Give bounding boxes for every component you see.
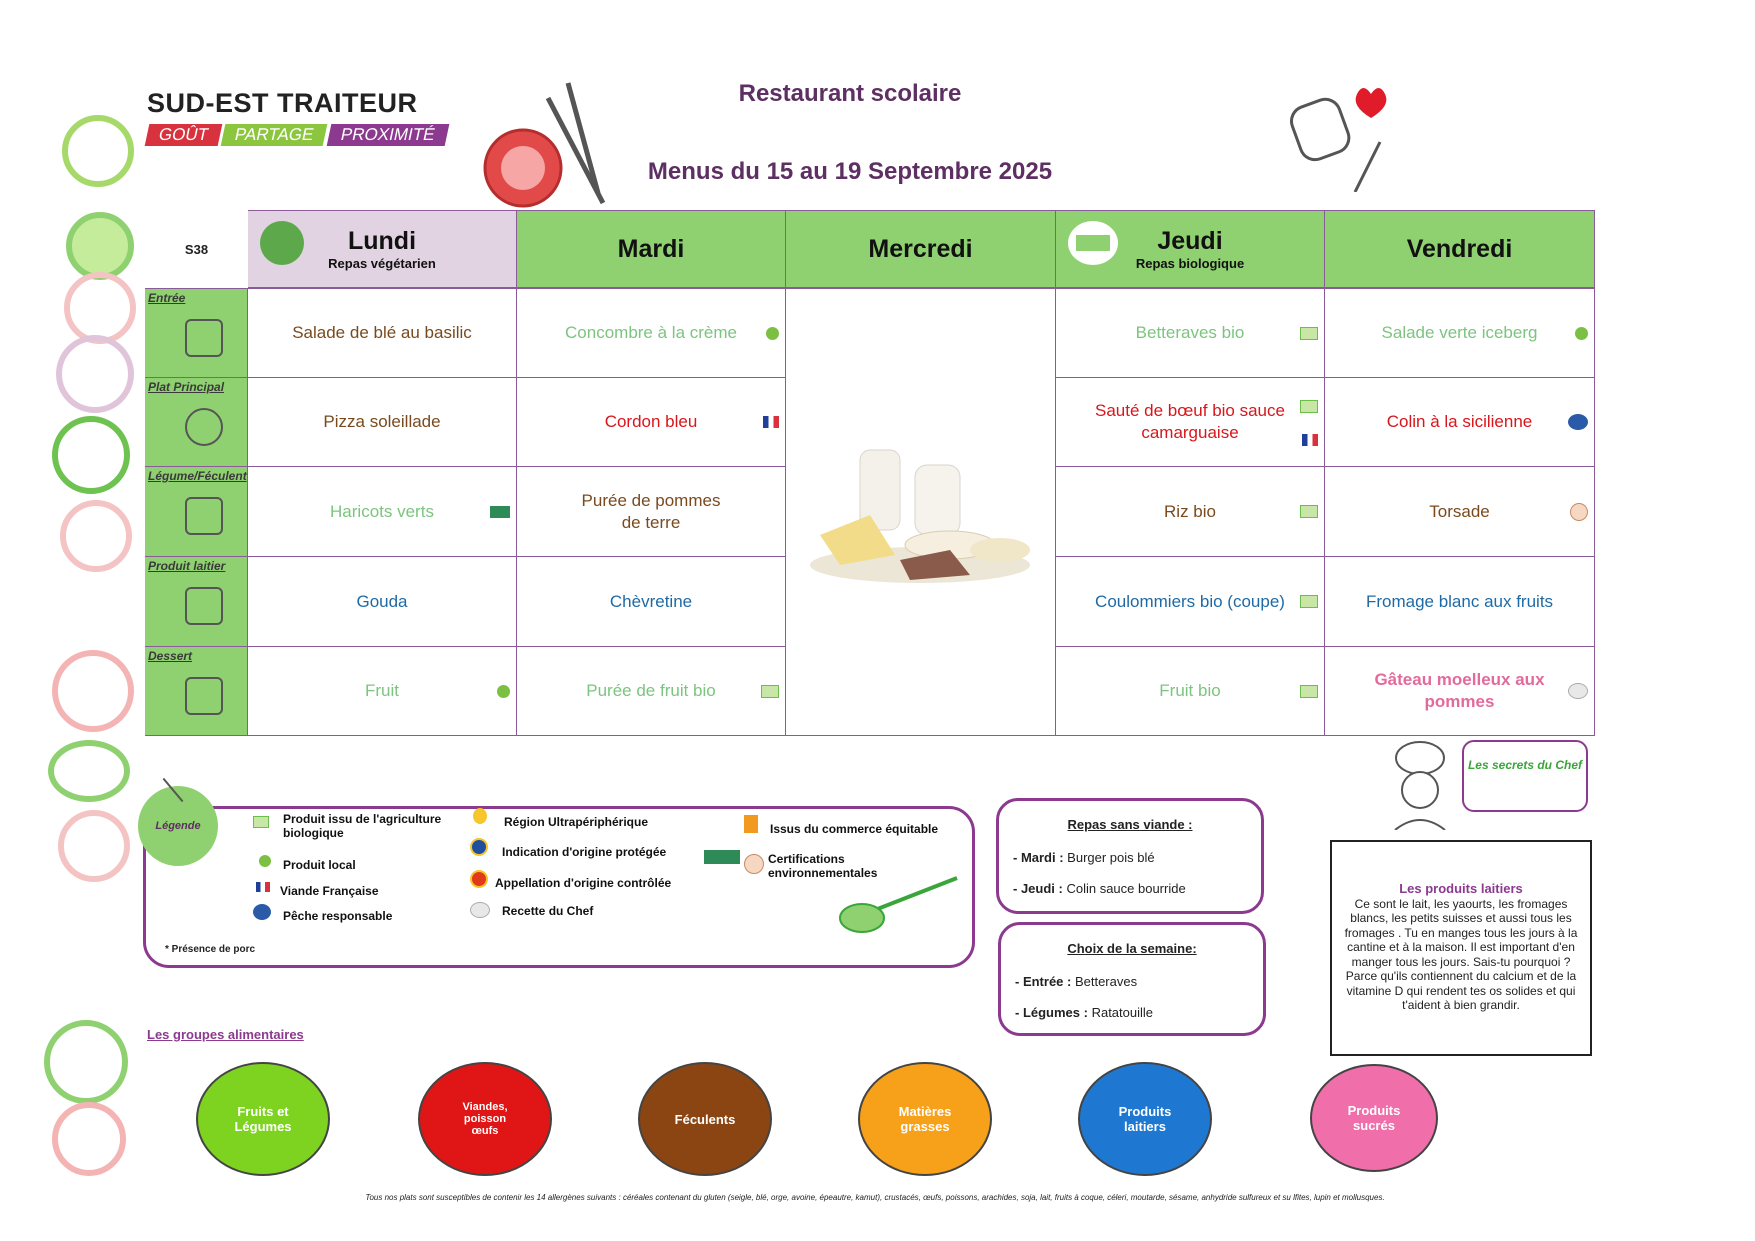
legend-aoc: Appellation d'origine contrôlée (495, 876, 672, 890)
chef-hat-heart-icon (1285, 72, 1405, 192)
day-header-mardi (517, 210, 786, 288)
group-label: Produits laitiers (1118, 1104, 1172, 1134)
dish-name: Salade de blé au basilic (292, 323, 472, 342)
dish-name: Salade verte iceberg (1381, 323, 1538, 342)
meat-doodle-icon (60, 500, 132, 572)
day-header-jeudi (1056, 210, 1325, 288)
vegetables-icon (185, 497, 223, 535)
day-name: Mardi (617, 234, 685, 263)
kiwi-doodle-icon (52, 416, 130, 494)
group-label: Féculents (674, 1111, 736, 1127)
category-dessert (145, 647, 248, 736)
onion-doodle-icon (56, 335, 134, 413)
organic-label-icon (1300, 400, 1318, 413)
environmental-cert-icon (490, 506, 510, 518)
legend-local: Produit local (283, 858, 356, 872)
legend-title: Légende (138, 786, 218, 866)
dairy-products-image (800, 440, 1040, 590)
french-meat-icon (1302, 434, 1318, 446)
chef-secrets-title: Les produits laitiers (1399, 881, 1523, 896)
menu-cell (248, 378, 517, 467)
choice-value: Betteraves (1071, 974, 1138, 989)
aoc-icon (470, 870, 488, 888)
melon-doodle-icon (64, 272, 136, 344)
dish-name: Cordon bleu (604, 412, 698, 431)
menu-cell (1056, 467, 1325, 557)
brand-tagline (147, 124, 449, 146)
menu-cell (1325, 647, 1595, 736)
no-meat-box (996, 798, 1264, 914)
broccoli-doodle-icon (48, 740, 130, 802)
cupcake-icon (185, 677, 223, 715)
dish-name: Purée de pommes de terre (581, 490, 721, 532)
dish-name: Haricots verts (330, 501, 434, 521)
day-header-vendredi (1325, 210, 1595, 288)
group-matieres-grasses (858, 1062, 992, 1176)
day-subtitle: Repas végétarien (328, 256, 436, 271)
legend-chef: Recette du Chef (502, 904, 594, 918)
brand-logo: SUD-EST TRAITEUR (147, 88, 418, 118)
day-label: - Jeudi : (1013, 881, 1063, 896)
environmental-cert-icon (1570, 503, 1588, 521)
dish-name: Purée de fruit bio (586, 681, 716, 700)
yogurt-pot-icon (185, 587, 223, 625)
local-product-icon (259, 855, 271, 867)
menu-cell (517, 378, 786, 467)
menu-cell (248, 467, 517, 557)
dish-name: Pizza soleillade (323, 412, 441, 431)
legend-rup: Région Ultrapériphérique (504, 815, 649, 829)
day-header-mercredi (786, 210, 1056, 288)
menu-cell (1056, 647, 1325, 736)
plate-cutlery-icon (185, 408, 223, 446)
dish-name: Chèvretine (609, 591, 693, 611)
weekly-choice-box (998, 922, 1266, 1036)
menu-cell (1325, 378, 1595, 467)
choice-line (1015, 1005, 1263, 1020)
group-produits-sucres (1310, 1064, 1438, 1172)
category-label: Produit laitier (148, 559, 226, 573)
menu-cell (517, 647, 786, 736)
local-product-icon (497, 685, 510, 698)
no-meat-line (1013, 850, 1261, 865)
local-product-icon (1575, 327, 1588, 340)
group-label: Viandes, poisson œufs (462, 1101, 508, 1137)
menu-cell (517, 557, 786, 647)
dish-name: Sauté de bœuf bio sauce camarguaise (1095, 401, 1285, 442)
organic-label-icon (761, 685, 779, 698)
menu-cell (1056, 378, 1325, 467)
fair-trade-icon (744, 815, 758, 833)
pomegranate-cutlery-icon (478, 78, 618, 208)
organic-label-icon (1300, 327, 1318, 340)
category-label: Dessert (148, 649, 193, 663)
day-label: - Mardi : (1013, 850, 1064, 865)
menu-cell (248, 288, 517, 378)
allergen-footer: Tous nos plats sont susceptibles de contenir les 14 allergènes suivants : céréales contenant du gluten (seigle, blé, orge, avoine, épeautre, kamut), crustacés, œufs, poissons, arachides, soja, lait, fruits à coque, céleri, moutarde, sésame, anhydride sulfureux et su lfites, lupin et mollusques. (365, 1193, 1385, 1202)
menu-cell (517, 288, 786, 378)
dish-name: Fromage blanc aux fruits (1365, 591, 1554, 611)
choice-label: - Entrée : (1015, 974, 1072, 989)
tag-proximite: PROXIMITÉ (326, 124, 448, 146)
legend-organic: Produit issu de l'agriculture biologique (283, 812, 442, 840)
menu-cell (1056, 288, 1325, 378)
day-header-lundi (248, 210, 517, 288)
dish-name: Burger pois blé (1063, 850, 1155, 865)
category-entree (145, 288, 248, 378)
organic-icon (1068, 221, 1118, 265)
group-viandes (418, 1062, 552, 1176)
strawberry-doodle-icon (52, 1102, 126, 1176)
menu-cell (1325, 557, 1595, 647)
chef-secrets-box (1330, 840, 1592, 1056)
no-meat-line (1013, 881, 1261, 896)
responsible-fishing-icon (253, 904, 271, 920)
organic-label-icon (1300, 685, 1318, 698)
dish-name: Gâteau moelleux aux pommes (1374, 670, 1545, 711)
dish-name: Gouda (356, 591, 408, 611)
french-meat-icon (256, 882, 270, 892)
group-label: Fruits et Légumes (234, 1104, 292, 1134)
organic-label-icon (1300, 595, 1318, 608)
food-groups-title: Les groupes alimentaires (147, 1027, 304, 1042)
dish-name: Fruit (365, 681, 399, 700)
dish-name: Torsade (1429, 501, 1490, 521)
page-subtitle: Menus du 15 au 19 Septembre 2025 (647, 158, 1053, 185)
category-label: Plat Principal (148, 380, 225, 394)
day-subtitle: Repas biologique (1135, 256, 1245, 271)
category-legume (145, 467, 248, 557)
tag-gout: GOÛT (145, 124, 223, 146)
group-feculents (638, 1062, 772, 1176)
french-meat-icon (763, 416, 779, 428)
citrus-doodle-icon (44, 1020, 128, 1104)
chef-illustration (1385, 740, 1455, 830)
chef-recipe-icon (1568, 683, 1588, 699)
dish-name: Concombre à la crème (565, 323, 737, 342)
organic-label-icon (1300, 505, 1318, 518)
choice-line (1015, 974, 1263, 989)
week-number (145, 210, 248, 288)
page-title: Restaurant scolaire (738, 80, 962, 107)
category-label: Légume/Féculent (148, 469, 247, 483)
tag-partage: PARTAGE (221, 124, 328, 146)
dish-name: Colin à la sicilienne (1386, 412, 1533, 431)
responsible-fishing-icon (1568, 414, 1588, 430)
menu-cell (517, 467, 786, 557)
dish-name: Betteraves bio (1135, 323, 1245, 342)
chef-secrets-text: Ce sont le lait, les yaourts, les fromages blancs, les petits suisses et aussi tous les fromages . Tu en manges tous les jours à la cantine et à la maison. Il est important d'en manger tous les jours. Sais-tu pourquoi ? Parce qu'ils contiennent du calcium et de la vitamine D qui rendent tes os solides et qui t'aident à bien grandir. (1344, 896, 1578, 1012)
no-meat-title: Repas sans viande : (1067, 817, 1193, 832)
day-name: Jeudi (1157, 227, 1223, 255)
week-label: S38 (184, 241, 209, 257)
group-label: Matières grasses (898, 1104, 952, 1134)
day-name: Vendredi (1406, 234, 1513, 263)
local-product-icon (766, 327, 779, 340)
choice-label: - Légumes : (1015, 1005, 1088, 1020)
chef-secrets-bubble: Les secrets du Chef (1462, 740, 1588, 812)
group-label: Produits sucrés (1347, 1103, 1401, 1133)
igp-icon (470, 838, 488, 856)
category-label: Entrée (148, 291, 186, 305)
legend-fishing: Pêche responsable (283, 909, 393, 923)
dish-name: Colin sauce bourride (1062, 881, 1186, 896)
legend-french-meat: Viande Française (280, 884, 379, 898)
organic-label-icon (253, 816, 269, 828)
menu-cell (1325, 467, 1595, 557)
chef-recipe-icon (470, 902, 490, 918)
salad-plate-icon (185, 319, 223, 357)
beet-doodle-icon (58, 810, 130, 882)
menu-cell (1056, 557, 1325, 647)
pork-note: * Présence de porc (165, 944, 256, 955)
dish-name: Fruit bio (1159, 681, 1221, 700)
choice-value: Ratatouille (1087, 1005, 1154, 1020)
menu-cell (248, 647, 517, 736)
category-laitier (145, 557, 248, 647)
dish-name: Coulommiers bio (coupe) (1095, 591, 1285, 611)
apple-doodle-icon (52, 650, 134, 732)
weekly-choice-title: Choix de la semaine: (1067, 941, 1197, 956)
menu-cell (1325, 288, 1595, 378)
legend-env: Certifications environnementales (768, 852, 878, 880)
day-name: Lundi (347, 227, 417, 255)
lime-doodle-icon (66, 212, 134, 280)
fork-broccoli-icon (822, 870, 962, 940)
group-produits-laitiers (1078, 1062, 1212, 1176)
group-fruits-legumes (196, 1062, 330, 1176)
fruit-doodle-icon (62, 115, 134, 187)
day-name: Mercredi (868, 234, 973, 263)
environmental-cert-icon (704, 850, 740, 864)
environmental-cert-icon (744, 854, 764, 874)
vegetarian-icon (260, 221, 304, 265)
dish-name: Riz bio (1164, 501, 1216, 521)
legend-igp: Indication d'origine protégée (502, 845, 667, 859)
legend-fair-trade: Issus du commerce équitable (770, 822, 939, 836)
menu-cell (248, 557, 517, 647)
category-plat (145, 378, 248, 467)
ultraperipheral-icon (473, 808, 487, 824)
